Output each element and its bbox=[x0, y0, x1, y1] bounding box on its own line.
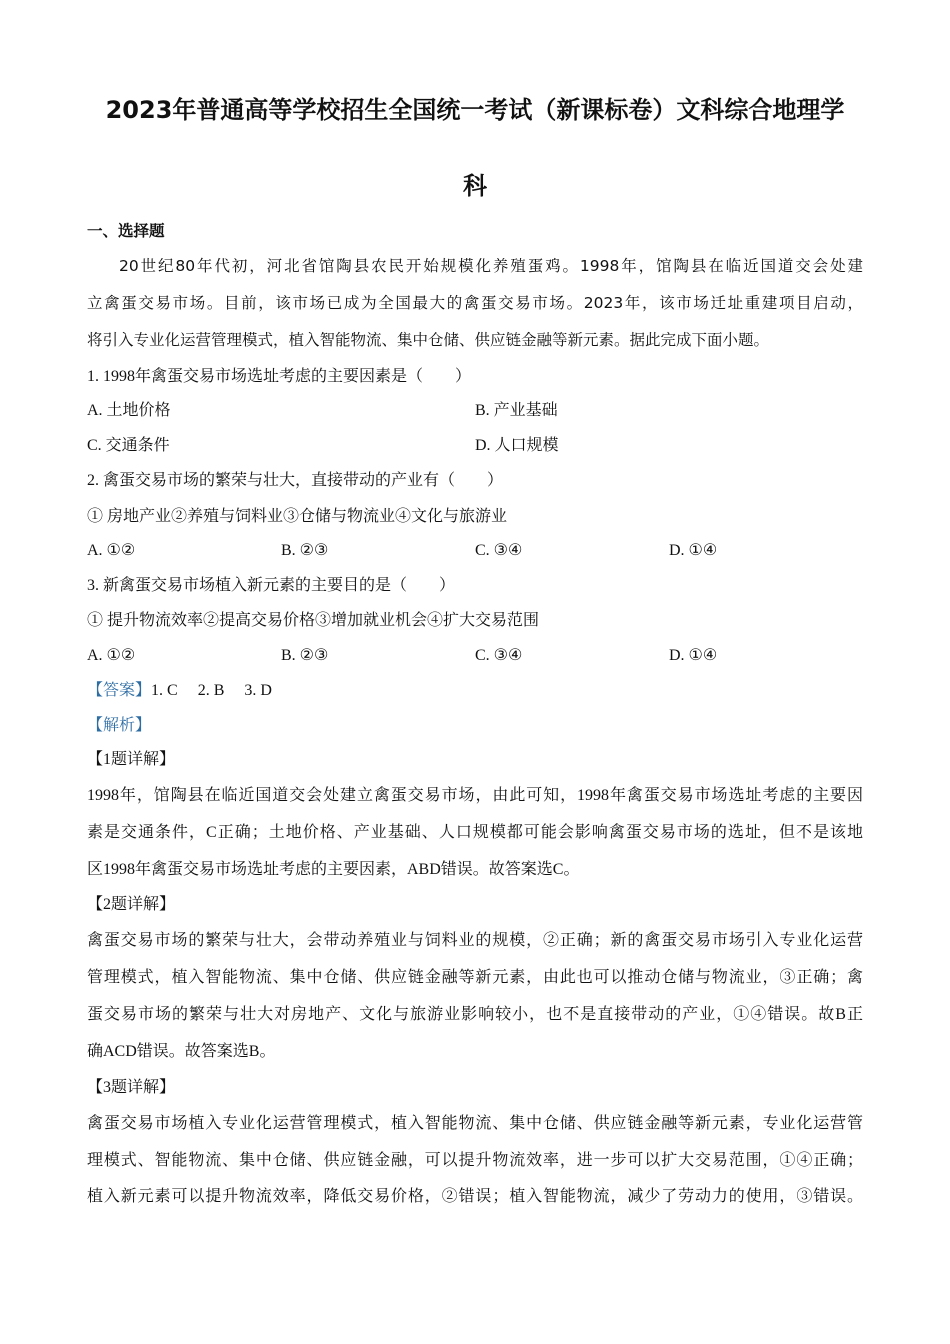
question-3-stem: 3. 新禽蛋交易市场植入新元素的主要目的是（ ） bbox=[87, 577, 456, 594]
detail-3-line: 禽蛋交易市场植入专业化运营管理模式，植入智能物流、集中仓储、供应链金融等新元素，专业化运营管 bbox=[87, 1115, 863, 1132]
q2-option-d: D. ①④ bbox=[669, 542, 718, 559]
question-3-options-row bbox=[87, 644, 863, 668]
question-2-items: ① 房地产业②养殖与饲料业③仓储与物流业④文化与旅游业 bbox=[87, 508, 508, 525]
q3-option-d: D. ①④ bbox=[669, 647, 718, 664]
intro-line: 将引入专业化运营管理模式，植入智能物流、集中仓储、供应链金融等新元素。据此完成下面小题。 bbox=[87, 331, 770, 349]
question-1-stem: 1. 1998年禽蛋交易市场选址考虑的主要因素是（ ） bbox=[87, 368, 472, 385]
detail-1-label: 【1题详解】 bbox=[87, 751, 176, 768]
question-3-items: ① 提升物流效率②提高交易价格③增加就业机会④扩大交易范围 bbox=[87, 612, 540, 629]
q1-option-c: C. 交通条件 bbox=[87, 437, 170, 454]
answer-label: 【答案】 bbox=[87, 682, 152, 699]
detail-2-line: 蛋交易市场的繁荣与壮大对房地产、文化与旅游业影响较小，也不是直接带动的产业，①④错误。故B正 bbox=[87, 1006, 863, 1023]
detail-1-line: 区1998年禽蛋交易市场选址考虑的主要因素，ABD错误。故答案选C。 bbox=[87, 861, 580, 878]
title-line-2: 科 bbox=[463, 172, 487, 200]
intro-line: 立禽蛋交易市场。目前，该市场已成为全国最大的禽蛋交易市场。2023年，该市场迁址重建项目启动， bbox=[87, 294, 863, 312]
q3-option-a: A. ①② bbox=[87, 647, 136, 664]
question-2-stem: 2. 禽蛋交易市场的繁荣与壮大，直接带动的产业有（ ） bbox=[87, 472, 504, 489]
answer-text: 1. C 2. B 3. D bbox=[151, 682, 272, 699]
detail-2-line: 禽蛋交易市场的繁荣与壮大，会带动养殖业与饲料业的规模，②正确；新的禽蛋交易市场引入专业化运营 bbox=[87, 932, 863, 949]
detail-2-label: 【2题详解】 bbox=[87, 896, 176, 913]
detail-3-label: 【3题详解】 bbox=[87, 1079, 176, 1096]
detail-2-line: 确ACD错误。故答案选B。 bbox=[87, 1043, 276, 1060]
q1-option-d: D. 人口规模 bbox=[475, 437, 559, 454]
q3-option-c: C. ③④ bbox=[475, 647, 523, 664]
detail-3-line: 植入新元素可以提升物流效率，降低交易价格，②错误；植入智能物流，减少了劳动力的使用，③错误。 bbox=[87, 1188, 863, 1205]
q2-option-a: A. ①② bbox=[87, 542, 136, 559]
q2-option-b: B. ②③ bbox=[281, 542, 329, 559]
question-1-options-row bbox=[87, 434, 863, 458]
detail-1-line: 1998年，馆陶县在临近国道交会处建立禽蛋交易市场，由此可知，1998年禽蛋交易市场选址考虑的主要因 bbox=[87, 787, 863, 804]
analysis-label: 【解析】 bbox=[87, 717, 152, 734]
detail-2-line: 管理模式，植入智能物流、集中仓储、供应链金融等新元素，由此也可以推动仓储与物流业，③正确；禽 bbox=[87, 969, 863, 986]
q1-option-b: B. 产业基础 bbox=[475, 402, 558, 419]
question-1-options-row bbox=[87, 399, 863, 423]
title-line-1: 2023年普通高等学校招生全国统一考试（新课标卷）文科综合地理学 bbox=[105, 96, 845, 124]
answer-line bbox=[87, 679, 863, 703]
q3-option-b: B. ②③ bbox=[281, 647, 329, 664]
section-heading: 一、选择题 bbox=[87, 222, 165, 240]
intro-line: 20世纪80年代初，河北省馆陶县农民开始规模化养殖蛋鸡。1998年，馆陶县在临近国道交会处建 bbox=[119, 257, 863, 275]
detail-1-line: 素是交通条件，C正确；土地价格、产业基础、人口规模都可能会影响禽蛋交易市场的选址，但不是该地 bbox=[87, 824, 863, 841]
q2-option-c: C. ③④ bbox=[475, 542, 523, 559]
question-2-options-row bbox=[87, 539, 863, 563]
q1-option-a: A. 土地价格 bbox=[87, 402, 171, 419]
detail-3-line: 理模式、智能物流、集中仓储、供应链金融，可以提升物流效率，进一步可以扩大交易范围，①④正确； bbox=[87, 1152, 863, 1169]
